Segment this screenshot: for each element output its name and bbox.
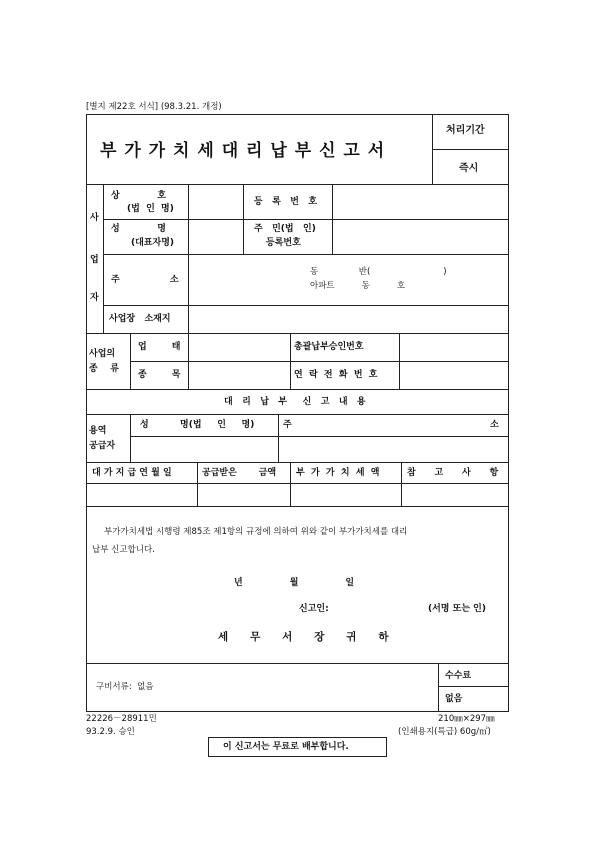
industry-input[interactable]	[190, 335, 288, 359]
supplier-name-input[interactable]	[132, 438, 277, 460]
recipient-line: 세 무 서 장 귀 하	[218, 631, 389, 643]
supply-amount-input[interactable]	[199, 485, 288, 504]
item-input[interactable]	[190, 363, 288, 387]
representative-name-label: 성 명	[111, 224, 166, 234]
industry-label: 업 태	[138, 342, 181, 352]
supplier-address-label-right: 소	[490, 420, 499, 430]
paper-type: (인쇄용지(특급) 60g/㎡)	[398, 727, 491, 737]
business-section-label-2: 업	[90, 255, 99, 265]
resident-number-sublabel: 등록번호	[266, 238, 301, 248]
business-section-label-1: 사	[90, 213, 99, 223]
registration-number-label: 등 록 번 호	[254, 197, 317, 207]
workplace-location-input[interactable]	[190, 307, 507, 331]
form-approval-number: 22226－28911민	[86, 714, 157, 724]
fee-value: 없음	[445, 694, 463, 704]
workplace-location-label: 사업장 소재지	[109, 314, 171, 324]
signature-label: (서명 또는 인)	[428, 604, 486, 614]
payment-date-header: 대 가 지 급 연 월 일	[92, 468, 172, 478]
approval-number-label: 총괄납부승인번호	[294, 342, 364, 352]
supplier-name-label: 성 명(법 인 명)	[140, 420, 255, 430]
processing-period-value: 즉시	[459, 163, 479, 174]
form-approval-date: 93.2.9. 승인	[86, 727, 135, 737]
business-type-section-label-2: 종 류	[89, 364, 119, 374]
business-type-section-label: 사업의	[89, 349, 116, 359]
form-title: 부 가 가 치 세 대 리 납 부 신 고 서	[100, 141, 386, 161]
remarks-header: 참 고 사 항	[407, 468, 499, 478]
statement-line-1: 부가가치세법 시행령 제85조 제1항의 규정에 의하여 위와 같이 부가가치세를 대리	[104, 527, 408, 537]
resident-number-input[interactable]	[334, 221, 507, 252]
item-label: 종 목	[138, 370, 181, 380]
registration-number-input[interactable]	[334, 186, 507, 217]
company-name-input[interactable]	[190, 186, 241, 217]
business-section-label-3: 자	[90, 293, 99, 303]
form-code: [별지 제22호 서식] (98.3.21. 개정)	[86, 102, 222, 112]
supplier-label-2: 공급자	[89, 441, 116, 451]
vat-amount-header: 부 가 가 치 세 액	[296, 468, 380, 478]
payment-date-input[interactable]	[88, 485, 195, 504]
address-line-2: 아파트 동 호	[310, 281, 406, 291]
company-name-label: 상 호	[111, 191, 166, 201]
phone-number-input[interactable]	[401, 363, 507, 387]
supplier-address-label-left: 주	[283, 420, 292, 430]
approval-number-input[interactable]	[401, 335, 507, 359]
attachments-note: 구비서류: 없음	[96, 682, 154, 692]
representative-name-input[interactable]	[190, 221, 241, 252]
free-distribution-notice: 이 신고서는 무료로 배부합니다.	[223, 742, 349, 752]
address-label: 주 소	[111, 275, 179, 285]
statement-line-2: 납부 신고합니다.	[92, 545, 155, 555]
detail-section-header: 대 리 납 부 신 고 내 용	[224, 397, 366, 407]
paper-size: 210㎜×297㎜	[438, 714, 495, 724]
declaration-date: 년 월 일	[234, 578, 355, 588]
company-name-sublabel: (법 인 명)	[127, 204, 174, 214]
fee-label: 수수료	[445, 671, 472, 681]
address-line-1: 동 반( )	[310, 267, 447, 277]
phone-number-label: 연 락 전 화 번 호	[294, 370, 378, 380]
supply-amount-header: 공급받은 금액	[202, 468, 277, 478]
declarant-label: 신고인:	[299, 604, 329, 614]
remarks-input[interactable]	[403, 485, 507, 504]
supplier-address-input[interactable]	[280, 438, 507, 460]
vat-amount-input[interactable]	[292, 485, 399, 504]
declarant-input[interactable]	[334, 601, 424, 617]
processing-period-label: 처리기간	[446, 125, 485, 136]
representative-name-sublabel: (대표자명)	[131, 238, 175, 248]
resident-number-label: 주 민(법 인)	[254, 224, 316, 234]
supplier-label-1: 용역	[89, 426, 107, 436]
